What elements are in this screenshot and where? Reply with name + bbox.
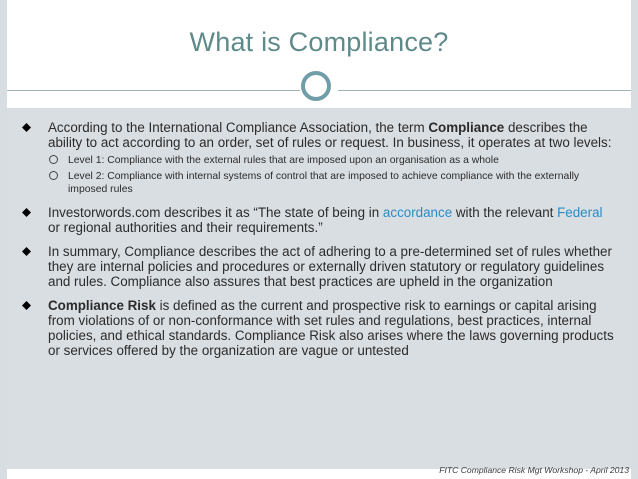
diamond-bullet-icon <box>22 123 31 132</box>
bullet-list <box>21 120 615 367</box>
diamond-bullet-icon <box>22 208 31 217</box>
list-item <box>21 120 615 196</box>
content-panel <box>7 108 631 469</box>
list-item <box>21 298 615 358</box>
diamond-bullet-icon <box>22 247 31 256</box>
sub-item-text: Level 1: Compliance with the external rules that are imposed upon an organisation as a whole <box>68 155 499 166</box>
list-item <box>21 205 615 235</box>
accordance-link[interactable]: accordance <box>382 205 453 220</box>
title-divider-right <box>338 90 631 91</box>
sub-item-text: Level 2: Compliance with internal systems of control that are imposed to achieve compliance with the externally imposed rules <box>68 171 580 195</box>
title-divider-left <box>7 90 300 91</box>
circle-ornament-icon <box>301 71 331 101</box>
diamond-bullet-icon <box>22 301 31 310</box>
item-bold-term: Compliance <box>428 120 505 135</box>
item-text: describes the ability to act according to an order, set of rules or request. In business, it operates at two levels: <box>48 120 612 150</box>
sub-list-item <box>48 170 615 196</box>
item-text: is defined as the current and prospective risk to earnings or capital arising from violations of or non-conformance with set rules and regulations, best practices, internal policies, and ethical standards. Compliance Risk also arises where the laws governing products or services offered by the organization are vague or untested <box>48 298 614 358</box>
list-item <box>21 244 615 289</box>
slide-title: What is Compliance? <box>189 27 449 57</box>
federal-link[interactable]: Federal <box>557 205 603 220</box>
sub-list <box>48 154 615 196</box>
ring-bullet-icon <box>49 155 58 164</box>
footer-text: FITC Compliance Risk Mgt Workshop - April 2013 <box>439 465 629 475</box>
right-border <box>631 0 638 479</box>
ring-bullet-icon <box>49 171 58 180</box>
item-text: According to the International Compliance Association, the term <box>48 120 429 135</box>
item-text: In summary, Compliance describes the act of adhering to a pre-determined set of rules whether they are internal policies and procedures or externally driven statutory or regulatory guidelines and rules. Compliance also assures that best practices are upheld in the organization <box>48 244 612 289</box>
item-text: with the relevant <box>452 205 558 220</box>
sub-list-item <box>48 154 615 167</box>
left-border <box>0 0 7 479</box>
item-text: or regional authorities and their requirements.” <box>48 220 323 235</box>
item-text: Investorwords.com describes it as “The state of being in <box>48 205 383 220</box>
item-bold-term: Compliance Risk <box>48 298 156 313</box>
